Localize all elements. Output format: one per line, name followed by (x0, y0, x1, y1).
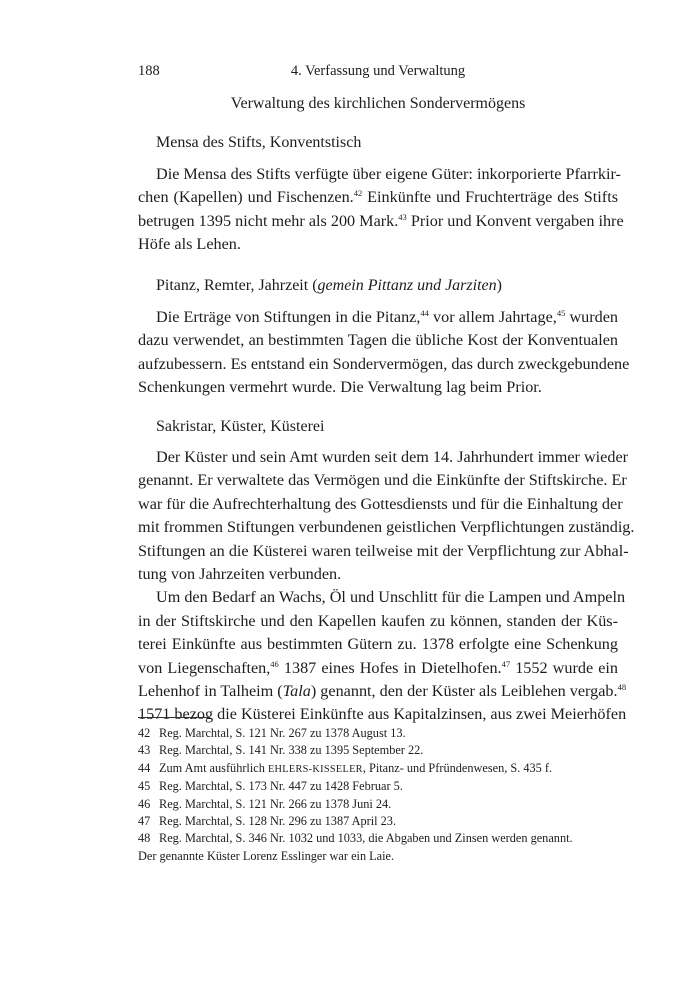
subheading-kuester: Sakristar, Küster, Küsterei (156, 418, 325, 435)
text-line: Höfe als Lehen. (138, 235, 241, 254)
footnote-42: 42 Reg. Marchtal, S. 121 Nr. 267 zu 1378 August 13. (138, 726, 406, 740)
footnote-ref-42: 42 (353, 188, 363, 199)
page-header (138, 63, 618, 83)
footnote-ref-43: 43 (398, 211, 407, 222)
text-line: aufzubessern. Es entstand ein Sondervermögen, das durch zweckgebundene (138, 354, 630, 373)
text-line: Der Küster und sein Amt wurden seit dem 14. Jahrhundert immer wieder (156, 448, 629, 466)
footnote-44: 44 Zum Amt ausführlich EHLERS-KISSELER, Pitanz- und Pfründenwesen, S. 435 f. (138, 760, 553, 775)
paragraph-mensa (138, 163, 624, 257)
footnote-ref-46: 46 (270, 658, 279, 669)
footnote-45: 45 Reg. Marchtal, S. 173 Nr. 447 zu 1428 Februar 5. (138, 779, 403, 794)
paragraph-kuester (138, 446, 635, 727)
footnote-ref-47: 47 (501, 658, 511, 669)
footnote-ref-48: 48 (617, 682, 627, 693)
text-line: tung von Jahrzeiten verbunden. (138, 565, 342, 584)
text-line: genannt. Er verwaltete das Vermögen und die Einkünfte der Stiftskirche. Er (138, 471, 627, 490)
section-title: Verwaltung des kirchlichen Sondervermögens (230, 95, 526, 112)
text-line: dazu verwendet, an bestimmten Tagen die übliche Kost der Konventualen (138, 331, 618, 350)
page-number: 188 (138, 63, 160, 79)
text-line: mit frommen Stiftungen verbundenen geistlichen Verpflichtungen zuständig. (138, 518, 635, 537)
paragraph-pitanz (138, 306, 630, 400)
text-line: 1571 bezog die Küsterei Einkünfte aus Kapitalzinsen, aus zwei Meierhöfen (138, 705, 627, 724)
subheading-mensa: Mensa des Stifts, Konventstisch (156, 134, 362, 151)
footnote-rule (138, 717, 210, 718)
text-line: Schenkungen vermehrt wurde. Die Verwaltung lag beim Prior. (138, 378, 542, 397)
footnote-ref-45: 45 (556, 308, 566, 318)
text-line: von Liegenschaften,$^{46}$ 1387 eines Hofes in Dietelhofen.$^{47}$ 1552 wurde ein (138, 658, 618, 677)
footnote-48: 48 Reg. Marchtal, S. 346 Nr. 1032 und 1033, die Abgaben und Zinsen werden genannt. (138, 831, 573, 846)
footnote-48-continuation: Der genannte Küster Lorenz Esslinger war ein Laie. (138, 848, 395, 863)
footnote-ref-44: 44 (420, 308, 429, 318)
footnotes (138, 725, 628, 865)
subheading-pitanz: Pitanz, Remter, Jahrzeit (gemein Pittanz und Jarziten) (156, 277, 502, 294)
author-name: EHLERS-KISSELER (267, 763, 363, 775)
text-line: in der Stiftskirche und den Kapellen kaufen zu können, standen der Küs- (138, 611, 618, 630)
text-line: betrugen 1395 nicht mehr als 200 Mark.$^{43}$ Prior und Konvent vergaben ihre (138, 211, 624, 230)
text-line: Um den Bedarf an Wachs, Öl und Unschlitt für die Lampen und Ampeln (156, 588, 626, 607)
footnote-47: 47 Reg. Marchtal, S. 128 Nr. 296 zu 1387 April 23. (138, 814, 397, 829)
footnote-46: 46 Reg. Marchtal, S. 121 Nr. 266 zu 1378 Juni 24. (138, 796, 392, 811)
text-line: Die Mensa des Stifts verfügte über eigene Güter: inkorporierte Pfarrkir- (156, 165, 621, 183)
footnote-43: 43 Reg. Marchtal, S. 141 Nr. 338 zu 1395 September 22. (138, 743, 424, 758)
text-line: terei Einkünfte aus bestimmten Gütern zu. 1378 erfolgte eine Schenkung (138, 635, 618, 654)
text-line: Stiftungen an die Küsterei waren teilweise mit der Verpflichtung zur Abhal- (138, 541, 629, 560)
running-title: 4. Verfassung und Verwaltung (290, 63, 466, 79)
text-line: war für die Aufrechterhaltung des Gottesdiensts und für die Einhaltung der (138, 494, 623, 513)
text-line: Lehenhof in Talheim (Tala) genannt, den der Küster als Leiblehen vergab.$^{48}$ (138, 682, 627, 701)
text-line: Die Erträge von Stiftungen in die Pitanz,$^{44}$ vor allem Jahrtage,$^{45}$ wurden (156, 308, 619, 326)
text-line: chen (Kapellen) und Fischenzen.$^{42}$ Einkünfte und Fruchterträge des Stifts (138, 188, 618, 207)
